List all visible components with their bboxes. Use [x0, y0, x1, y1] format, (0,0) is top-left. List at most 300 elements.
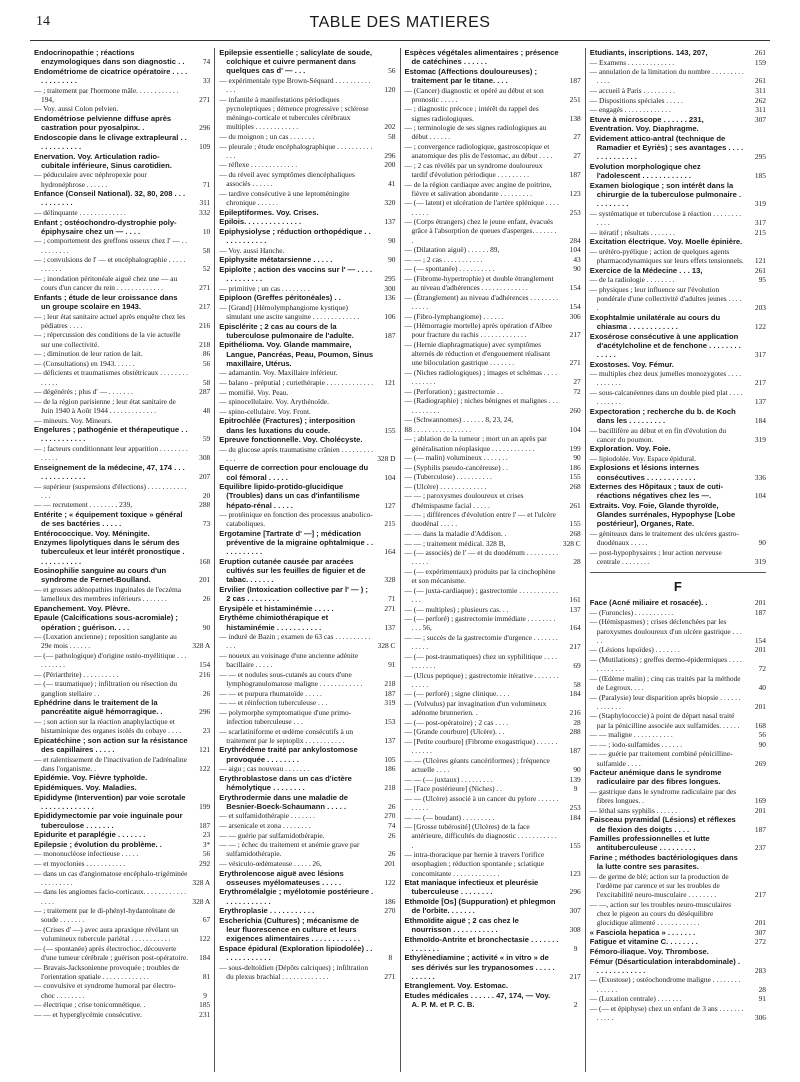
- index-entry: [590, 730, 766, 739]
- index-entry: [590, 332, 766, 360]
- entry-text: — (Perforation) ; gastrectomie . .: [404, 386, 503, 396]
- index-entry: [405, 123, 581, 141]
- entry-text: Espace épidural (Exploration lipiodolée) . . . . . . . . . . . . .: [219, 943, 373, 962]
- entry-text: Erythème chimiothérapique et histaminémie . . . . . . . . . . .: [219, 613, 329, 632]
- index-entry: [219, 322, 395, 340]
- index-entry: [590, 275, 766, 284]
- entry-page-ref: 187: [569, 169, 581, 179]
- entry-text: — [Grand] (Hémolymphangiome kystique) simulant une ascite sanguine . . . . . . . . . . . . .: [219, 302, 360, 321]
- entry-page-ref: 269: [754, 758, 766, 768]
- index-entry: [590, 740, 766, 749]
- entry-page-ref: 154: [199, 660, 211, 670]
- entry-text: Ethylènediamine ; activité « in vitro » de ses dérivés sur les trypanosomes . . . . . . . . . . .: [404, 953, 555, 981]
- entry-text: Ethmoïdo-Antrite et bronchectasie . . . . . . . . . . . . . .: [404, 934, 559, 953]
- index-entry: [219, 407, 395, 416]
- entry-text: Epaule (Calcifications sous-acromiale) ; opération ; guérison. . . .: [34, 613, 178, 632]
- index-entry: [590, 228, 766, 237]
- entry-page-ref: 296: [569, 887, 581, 897]
- index-entry: [219, 397, 395, 406]
- entry-page-ref: 251: [569, 94, 581, 104]
- entry-text: — ; son action sur la réaction anaphylactique et histaminique des organes isolés du cobaye . . . .: [34, 717, 182, 736]
- entry-text: Farine ; méthodes bactériologiques dans la lutte contre ses parasites.: [589, 853, 738, 872]
- entry-text: Endométriome de cicatrice opératoire . . . . . . . . . . . . .: [34, 66, 188, 85]
- entry-text: — — maligne . . . . . . . . . . .: [589, 730, 673, 740]
- entry-page-ref: 169: [754, 796, 766, 806]
- entry-page-ref: 237: [754, 843, 766, 853]
- entry-text: — (— expérimentaux) produits par la cinchophène et son mécanisme.: [404, 567, 556, 586]
- index-entry: [590, 96, 766, 105]
- entry-text: Equilibre lipido-protido-glucidique (Troubles) dans un cas d'infantilisme hépato-rénal . . . . .: [219, 482, 360, 510]
- index-column-3: [400, 48, 585, 1072]
- entry-text: — (Hernie diaphragmatique) avec symptômes alternés de réduction et d'engouement réalisant une biloculation gastrique . . . . . . .: [404, 339, 551, 368]
- index-entry: [590, 749, 766, 767]
- index-entry: [219, 793, 395, 811]
- entry-page-ref: 319: [754, 557, 766, 567]
- index-entry: [34, 387, 210, 396]
- index-entry: [219, 698, 395, 707]
- entry-text: — ; traitement par le di-phényl-hydantoïnate de soude . . . . . . .: [34, 906, 176, 925]
- entry-text: Excitation électrique. Voy. Moelle épinière.: [589, 237, 743, 247]
- entry-text: Epilois. . . . . . . . . . . . . .: [219, 217, 302, 227]
- entry-text: — engagés . . . . . . . . . . . . .: [589, 105, 671, 115]
- entry-text: Eruption cutanée causée par aracées cultivés sur les feuilles de figuier et de tabac. . . . . . .: [219, 557, 366, 585]
- index-entry: [34, 670, 210, 679]
- entry-page-ref: 271: [199, 94, 211, 104]
- index-entry: [34, 208, 210, 217]
- entry-page-ref: 328 A: [192, 896, 211, 906]
- index-entry: [34, 510, 210, 528]
- entry-page-ref: 319: [754, 199, 766, 209]
- index-entry: [405, 472, 581, 481]
- entry-text: — de la région cardiaque avec angine de poitrine, fièvre et salivation abondante . . . . . . . . .: [404, 179, 552, 198]
- entry-text: Epiploon (Greffes péritonéales) . .: [219, 293, 341, 303]
- entry-text: Estomac (Affections douloureuses) ; traitement par le titane. . . .: [404, 66, 537, 85]
- index-entry: [34, 906, 210, 924]
- index-entry: [34, 330, 210, 348]
- entry-text: Epilepsie ; évolution du problème. .: [34, 839, 162, 849]
- entry-text: Epiploïte ; action des vaccins sur l' — . . . . . . . . . . . . .: [219, 264, 373, 283]
- entry-page-ref: 308: [569, 924, 581, 934]
- entry-text: — (Paralysie) leur disparition après biopsie . . . . . . . . . . . . .: [589, 692, 741, 711]
- entry-text: — (— perforé) ; gastrectomie immédiate . . . . . . . . . . . 56,: [404, 614, 556, 633]
- entry-text: — — ; 2 cas . . . . . . . . . . .: [404, 254, 483, 264]
- entry-page-ref: 184: [569, 812, 581, 822]
- entry-text: — adamantin. Voy. Maxillaire inférieur.: [219, 368, 338, 378]
- entry-page-ref: 216: [199, 320, 211, 330]
- entry-text: Fémoro-iliaque. Voy. Thrombose.: [589, 947, 709, 956]
- entry-page-ref: 215: [754, 227, 766, 237]
- entry-page-ref: 109: [199, 141, 211, 151]
- entry-text: — ; 2 cas révélés par un syndrome douloureux tardif d'évolution périodique . . . . . . . . .: [404, 160, 543, 179]
- entry-page-ref: 122: [384, 877, 396, 887]
- entry-page-ref: 262: [754, 95, 766, 105]
- entry-text: — annulation de la limitation du nombre . . . . . . . . . . . . .: [589, 67, 744, 86]
- entry-text: — (Fibro-lymphangiome) . . . . . .: [404, 311, 504, 321]
- index-entry: [405, 387, 581, 396]
- index-entry: [219, 764, 395, 773]
- entry-text: Exercice de la Médecine . . . 13,: [589, 265, 703, 275]
- entry-text: — scarlatiniforme et œdème consécutifs à un traitement par le septoplix . . . . . . . . . . .: [219, 726, 354, 745]
- entry-text: Episclérite ; 2 cas au cours de la tuberculose pulmonaire de l'adulte.: [219, 321, 354, 340]
- index-entry: [405, 48, 581, 66]
- entry-page-ref: 122: [199, 763, 211, 773]
- entry-text: — ; facteurs conditionnant leur apparition . . . . . . . . . . . . .: [34, 443, 188, 463]
- entry-text: Ethmoïde [Os] (Suppuration) et phlegmon de l'orbite. . . . . . .: [404, 896, 556, 916]
- entry-text: — lipiodolée. Voy. Espace épidural.: [589, 453, 696, 463]
- index-entry: [219, 416, 395, 434]
- index-entry: [590, 787, 766, 805]
- entry-text: Epilepsie essentielle ; salicylate de soude, colchique et cuivre permanent dans quelques cas d' — . . .: [219, 48, 373, 76]
- entry-text: Etudiants, inscriptions. 143, 207,: [589, 48, 708, 57]
- entry-page-ref: 155: [569, 519, 581, 529]
- index-entry: [405, 605, 581, 614]
- index-entry: [219, 745, 395, 763]
- index-entry: [219, 869, 395, 887]
- index-entry: [219, 821, 395, 830]
- entry-page-ref: 300: [384, 283, 396, 293]
- index-entry: [219, 48, 395, 76]
- index-entry: [219, 887, 395, 905]
- entry-page-ref: 296: [384, 150, 396, 160]
- entry-text: Explosions et lésions internes consécutives . . . . . . . . . . . .: [589, 463, 700, 482]
- entry-text: — (Crises d' —) avec aura apraxique révélant un volumineux tubercule pariétal . . . . . . . . . . .: [34, 924, 179, 944]
- entry-text: — — (Ulcère) associé à un cancer du pylore . . . . . . . . . . .: [404, 793, 559, 812]
- index-entry: [219, 670, 395, 688]
- index-entry: [590, 548, 766, 566]
- index-entry: [219, 378, 395, 387]
- entry-text: — tardive consécutive à une leptoméningite chronique . . . . . .: [219, 188, 350, 207]
- entry-page-ref: 261: [569, 500, 581, 510]
- entry-text: — (Niches radiologiques) ; images et schémas . . . . . . . . . . .: [404, 367, 557, 387]
- index-entry: [34, 189, 210, 207]
- entry-page-ref: 122: [754, 321, 766, 331]
- index-entry: [405, 463, 581, 472]
- entry-page-ref: 137: [384, 217, 396, 227]
- entry-page-ref: 123: [569, 868, 581, 878]
- entry-text: — (— post-opératoire) ; 2 cas . . . .: [404, 717, 509, 727]
- index-entry: [405, 727, 581, 736]
- entry-text: — intra-thoracique par hernie à travers l'orifice œsophagien ; réduction spontanée ; sciatique concomitante . . . . . . . . . . . . .: [404, 850, 545, 878]
- entry-text: — Examens . . . . . . . . . . . . .: [589, 57, 675, 67]
- entry-page-ref: 153: [384, 717, 396, 727]
- index-entry: [219, 840, 395, 858]
- entry-page-ref: 328 A: [192, 877, 211, 887]
- index-entry: [34, 698, 210, 716]
- entry-text: — induré de Bazin ; examen de 63 cas . . . . . . . . . . . . .: [219, 632, 371, 651]
- index-entry: [405, 586, 581, 604]
- entry-page-ref: 268: [569, 481, 581, 491]
- entry-text: — — ; traitement médical. 328 B,: [404, 538, 506, 548]
- index-entry: [34, 368, 210, 386]
- entry-text: — (Luxation ancienne) ; reposition sanglante au 29e mois . . . . . .: [34, 632, 177, 651]
- entry-text: — (— pathologique) d'origine ostéo-myélitique . . . . . . . . . .: [34, 651, 187, 670]
- entry-page-ref: 187: [569, 76, 581, 85]
- entry-text: — — ; succès de la gastrectomie d'urgence . . . . . . . . . . . .: [404, 633, 558, 652]
- index-entry: [219, 963, 395, 981]
- entry-page-ref: 187: [754, 607, 766, 617]
- entry-page-ref: 288: [199, 500, 211, 510]
- entry-page-ref: 164: [384, 547, 396, 557]
- index-entry: [34, 717, 210, 735]
- index-entry: [590, 454, 766, 463]
- index-entry: [405, 794, 581, 812]
- index-column-2: [214, 48, 399, 1072]
- entry-text: — expérimentale type Brown-Séquard . . . . . . . . . . . . .: [219, 76, 371, 95]
- index-entry: [590, 482, 766, 500]
- entry-page-ref: 137: [754, 397, 766, 407]
- index-entry: [405, 548, 581, 566]
- entry-page-ref: 186: [384, 764, 396, 774]
- entry-page-ref: 319: [384, 698, 396, 708]
- entry-page-ref: 320: [384, 197, 396, 207]
- entry-text: — itératif ; résultats . . . . . . .: [589, 227, 675, 237]
- index-entry: [219, 831, 395, 840]
- index-entry: [590, 655, 766, 673]
- entry-text: — gastrique dans le syndrome radiculaire par des fibres longues. .: [589, 787, 737, 806]
- index-entry: [405, 878, 581, 896]
- index-entry: [405, 274, 581, 292]
- index-entry: [405, 161, 581, 179]
- entry-text: — (— spontanée) après électrochoc, découverte d'une tumeur cérébrale ; guérison post-opératoire.: [34, 943, 189, 962]
- entry-text: — et sulfamidothérapie . . . . . . .: [219, 811, 315, 821]
- entry-text: Exophtalmie unilatérale au cours du chiasma . . . . . . . . . . . .: [589, 312, 721, 331]
- entry-text: « Fasciola hepatica » . . . . . . .: [589, 927, 696, 937]
- entry-text: — [Petite courbure] (Fibrome exogastrique) . . . . . . . . . . . .: [404, 737, 558, 756]
- entry-text: Endocrinopathie ; réactions enzymologiques dans son diagnostic . .: [34, 48, 185, 67]
- entry-text: Epididymectomie par voie inguinale pour tuberculose . . . . . . .: [34, 811, 183, 830]
- index-entry: [34, 274, 210, 292]
- entry-text: Endométriose pelvienne diffuse après castration pour pyosalpinx. .: [34, 113, 172, 133]
- entry-page-ref: 106: [384, 311, 396, 321]
- index-entry: [405, 897, 581, 915]
- index-entry: [34, 849, 210, 858]
- entry-page-ref: 187: [384, 330, 396, 340]
- entry-text: — (Luxation centrale) . . . . . . .: [589, 994, 682, 1004]
- entry-text: — (Ulcère) . . . . . . . . . . . . .: [404, 481, 487, 491]
- index-entry: [34, 255, 210, 273]
- entry-text: — péduculaire avec néphropexie pour hydronéphrose . . . . . .: [34, 170, 147, 189]
- index-entry: [34, 679, 210, 697]
- index-entry: [34, 529, 210, 538]
- index-entry: [34, 416, 210, 425]
- entry-text: — (Schwannomes) . . . . . . 8, 23, 24,: [404, 415, 514, 425]
- index-entry: [405, 491, 581, 509]
- index-entry: [34, 133, 210, 151]
- index-entry: [590, 67, 766, 85]
- index-entry: [590, 134, 766, 162]
- entry-text: — du glucose après traumatisme crânien . . . . . . . . . . . .: [219, 444, 373, 463]
- entry-text: — (Fibrome-hypertrophie) et double étranglement au niveau d'adhérences . . . . . . . . . . . . .: [404, 273, 554, 293]
- entry-text: Fémur (Désarticulation interabdominale) . . . . . . . . . . . . .: [589, 956, 740, 975]
- index-entry: [405, 67, 581, 85]
- index-entry: [590, 617, 766, 645]
- entry-text: Epididyme (Intervention) par voie scrotale . . . . . . . . . . . . .: [34, 792, 186, 811]
- index-entry: [405, 245, 581, 254]
- entry-page-ref: 201: [754, 645, 766, 655]
- entry-page-ref: 283: [754, 965, 766, 975]
- index-entry: [34, 755, 210, 773]
- entry-text: — ; traitement par l'hormone mâle. . . . . . . . . . . . 194,: [34, 85, 179, 104]
- entry-page-ref: 292: [199, 859, 211, 868]
- index-entry: [219, 265, 395, 283]
- entry-page-ref: 185: [199, 1000, 211, 1010]
- entry-text: — (Consultations) en 1943. . . . . .: [34, 358, 135, 368]
- entry-page-ref: 217: [754, 890, 766, 900]
- index-entry: [405, 312, 581, 321]
- index-entry: [405, 510, 581, 528]
- index-entry: [405, 321, 581, 339]
- entry-page-ref: 308: [199, 453, 211, 463]
- entry-text: — supérieur (suspensions d'élections) . . . . . . . . . . . . . .: [34, 481, 187, 500]
- index-entry: [219, 774, 395, 792]
- index-entry: [219, 227, 395, 245]
- index-entry: [34, 1000, 210, 1009]
- index-entry: [34, 104, 210, 113]
- entry-page-ref: 186: [569, 462, 581, 472]
- entry-text: — (Dilatation aiguë) . . . . . . 89,: [404, 245, 500, 255]
- index-entry: [34, 632, 210, 650]
- index-entry: [590, 872, 766, 900]
- index-entry: [590, 209, 766, 227]
- index-entry: [405, 671, 581, 689]
- entry-text: — — ; différences d'évolution entre l' — et l'ulcère duodénal . . . . .: [404, 510, 556, 529]
- index-entry: [219, 585, 395, 603]
- entry-text: Enfance (Conseil National). 32, 80, 208 . . . . . . . . . . .: [34, 189, 186, 208]
- index-entry: — [Face postérieure] (Niches) . . 9: [404, 784, 578, 794]
- entry-text: — électrique ; crise tonicomnétique. .: [34, 1000, 146, 1010]
- index-entry: [219, 689, 395, 698]
- entry-text: — et myoclonies . . . . . . . . . . .: [34, 859, 126, 868]
- entry-page-ref: 121: [199, 745, 211, 755]
- entry-page-ref: 272: [754, 937, 766, 947]
- entry-text: Expectoration ; recherche du b. de Koch dans les . . . . . . . . .: [589, 406, 736, 425]
- entry-text: Ervilier (Intoxication collective par l' — ) ; 2 cas . . . . . . . .: [219, 585, 368, 604]
- index-entry: [34, 114, 210, 132]
- entry-page-ref: 231: [199, 1009, 211, 1019]
- entry-text: Epicatéchine ; son action sur la résistance des capillaires . . . . .: [34, 735, 188, 755]
- entry-text: Evidement attico-antral (technique de Ramadier et Eyriès) ; ses avantages . . . . . . . . . . . . . .: [589, 133, 744, 162]
- entry-page-ref: 261: [754, 76, 766, 86]
- index-entry: [405, 482, 581, 491]
- entry-page-ref: 123: [569, 188, 581, 198]
- entry-text: — (— perforé) ; signe clinique. . . .: [404, 689, 510, 699]
- entry-page-ref: 104: [384, 472, 396, 482]
- entry-text: — — recrutement . . . . . . . . 239,: [34, 500, 133, 510]
- index-entry: [590, 768, 766, 786]
- entry-text: — (— traumatique) ; infiltration ou résection du ganglion stellaire . .: [34, 679, 178, 698]
- entry-page-ref: 187: [384, 688, 396, 698]
- entry-text: — (— post-traumatiques) chez un syphilitique . . . . . . . . . . .: [404, 651, 558, 671]
- entry-text: — (— juxta-cardiaque) ; gastrectomie . . . . . . . . . . . . . .: [404, 585, 559, 605]
- entry-text: Enervation. Voy. Articulation radio-cubitale inférieure, Sinus carotidien.: [34, 151, 172, 170]
- entry-page-ref: 253: [569, 207, 581, 217]
- index-entry: [590, 105, 766, 114]
- entry-text: — physiques ; leur influence sur l'évolution pondérale d'une collectivité d'adultes jeunes . . . . .: [589, 284, 742, 313]
- index-entry: [405, 86, 581, 104]
- entry-page-ref: 201: [199, 575, 211, 585]
- entry-text: Epidurite et paraplégie . . . . . . .: [34, 830, 146, 840]
- index-entry: [405, 255, 581, 264]
- index-entry: [219, 510, 395, 528]
- entry-page-ref: 311: [755, 105, 766, 115]
- index-entry: [34, 538, 210, 566]
- index-entry: [405, 453, 581, 462]
- entry-text: — (Furoncles) . . . . . . . . . . .: [589, 607, 674, 617]
- index-entry: [590, 608, 766, 617]
- entry-page-ref: 201: [754, 918, 766, 928]
- index-entry: [34, 604, 210, 613]
- entry-page-ref: 261: [754, 265, 766, 275]
- index-entry: [590, 975, 766, 993]
- index-entry: [219, 651, 395, 669]
- index-entry: [34, 963, 210, 981]
- entry-page-ref: 217: [569, 971, 581, 981]
- index-entry: [590, 806, 766, 815]
- entry-text: — ; leur état sanitaire actuel après enquête chez les pédiatres . . . .: [34, 311, 186, 330]
- index-entry: [34, 773, 210, 782]
- entry-text: Etranglement. Voy. Estomac.: [404, 981, 509, 991]
- entry-text: Epileptiformes. Voy. Crises.: [219, 207, 319, 217]
- entry-text: — ; convergence radiologique, gastroscopique et anatomique des plis de l'estomac, au début . . . .: [404, 141, 553, 161]
- entry-page-ref: 218: [384, 679, 396, 689]
- entry-text: Erythromélalgie ; myélotomie postérieure . . . . . . . . . . . .: [219, 887, 374, 906]
- entry-text: — dans les angiomes facio-corticaux. . . . . . . . . . . . . . . .: [34, 887, 187, 906]
- entry-text: — polymorphe symptomatique d'une primo-infection tuberculeuse . . .: [219, 707, 352, 727]
- index-entry: [590, 1004, 766, 1022]
- entry-text: — vésiculo-œdémateuse . . . . . 26,: [219, 859, 322, 868]
- entry-text: — — guérie par sulfamidothérapie.: [219, 830, 325, 840]
- entry-page-ref: 139: [569, 774, 581, 784]
- entry-text: — (Œdème malin) ; cinq cas traités par la méthode de Legroux. . . .: [589, 673, 741, 693]
- entry-page-ref: 184: [569, 689, 581, 699]
- index-entry: [590, 162, 766, 180]
- entry-text: Erythroplasie . . . . . . . . . . .: [219, 906, 315, 916]
- index-entry: [405, 916, 581, 934]
- entry-page-ref: 155: [384, 425, 396, 435]
- index-entry: [219, 708, 395, 726]
- entry-page-ref: 154: [569, 283, 581, 293]
- entry-text: — Dispositions spéciales . . . . .: [589, 95, 683, 105]
- index-entry: [219, 76, 395, 94]
- index-entry: [219, 604, 395, 613]
- index-entry: [405, 718, 581, 727]
- index-entry: [219, 208, 395, 217]
- entry-text: — pleurale ; étude encéphalographique . . . . . . . . . . . . .: [219, 141, 373, 160]
- index-entry: [590, 937, 766, 946]
- index-entry: [219, 160, 395, 169]
- entry-text: — (Périarthrite) . . . . . . . . . .: [34, 669, 119, 679]
- entry-text: Espèces végétales alimentaires ; présence de catéchines . . . . . .: [404, 48, 559, 67]
- entry-text: Engelures ; pathogénie et thérapeutique . . . . . . . . . . . . .: [34, 425, 188, 444]
- entry-text: Enseignement de la médecine, 47, 174 . . . . . . . . . . . . . .: [34, 462, 185, 481]
- index-entry: [590, 444, 766, 453]
- entry-text: Externes des Hôpitaux ; taux de cuti-réactions négatives chez les —.: [589, 482, 724, 501]
- entry-page-ref: 328 C: [562, 538, 581, 548]
- entry-page-ref: 199: [569, 443, 581, 453]
- entry-page-ref: 261: [754, 48, 766, 57]
- index-entry: [34, 425, 210, 443]
- entry-text: — — et purpura rhumatoïde . . . . .: [219, 688, 322, 698]
- index-entry: [405, 775, 581, 784]
- index-entry: [405, 953, 581, 981]
- index-entry: [590, 48, 766, 57]
- section-letter: F: [590, 572, 766, 594]
- entry-page-ref: 306: [754, 1012, 766, 1022]
- index-entry: [405, 756, 581, 774]
- index-entry: [590, 853, 766, 871]
- index-entry: [219, 463, 395, 481]
- index-entry: [219, 632, 395, 650]
